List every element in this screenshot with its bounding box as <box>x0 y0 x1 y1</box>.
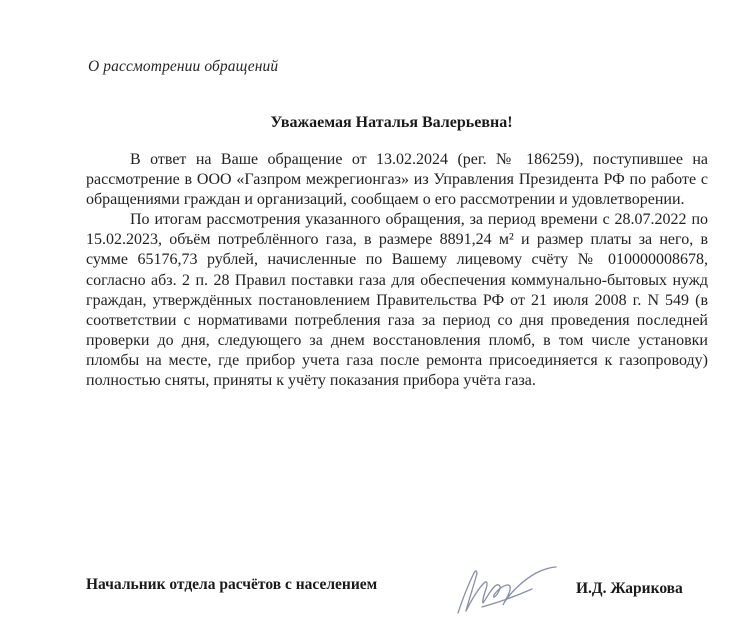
body-paragraph-1: В ответ на Ваше обращение от 13.02.2024 (рег. № 186259), поступившее на рассмотрение в ООО «Газпром межрегионгаз» из Управления Президента РФ по работе с обращениями граждан и организаций, сообщаем о его рассмотрении и удовлетворении. <box>86 151 708 209</box>
signature-block <box>86 567 716 617</box>
letter-body <box>86 150 708 391</box>
letter-subject: О рассмотрении обращений <box>88 58 279 75</box>
handwritten-signature-icon <box>452 563 560 619</box>
signatory-name: И.Д. Жарикова <box>576 580 683 597</box>
letter-greeting: Уважаемая Наталья Валерьевна! <box>270 114 513 131</box>
signatory-position: Начальник отдела расчётов с населением <box>86 576 378 593</box>
body-paragraph-2: По итогам рассмотрения указанного обращения, за период времени с 28.07.2022 по 15.02.2023, объём потреблённого газа, в размере 8891,24 м² и размер платы за него, в сумме 65176,73 рублей, начисленные по Вашему лицевому счёту № 010000008678, согласно абз. 2 п. 28 Правил поставки газа для обеспечения коммунально-бытовых нужд граждан, утверждённых постановлением Правительства РФ от 21 июля 2008 г. N 549 (в соответствии с нормативами потребления газа за период со дня проведения последней проверки до дня, следующего за днем восстановления пломб, в том числе установки пломбы на месте, где прибор учета газа после ремонта присоединяется к газопроводу) полностью сняты, приняты к учёту показания прибора учёта газа. <box>86 211 708 390</box>
